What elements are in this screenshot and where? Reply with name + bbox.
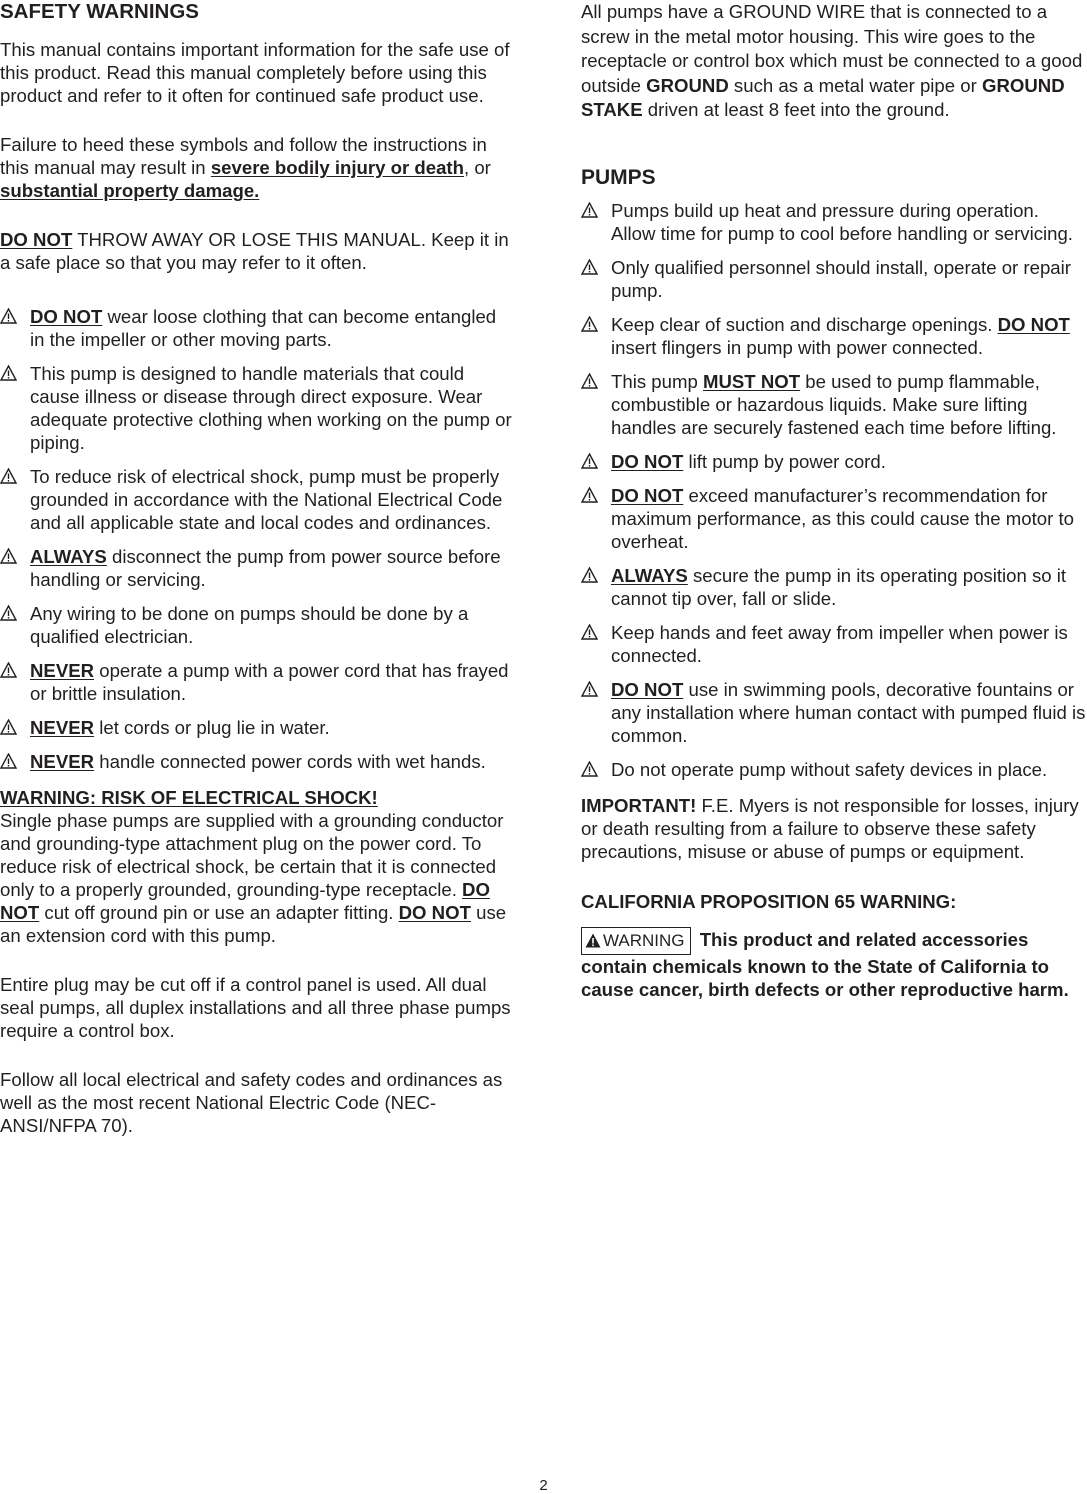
warning-item (0, 716, 512, 739)
warning-item (0, 362, 512, 454)
warning-triangle-icon (581, 761, 598, 777)
shock-paragraph (0, 809, 512, 947)
property-damage-text: substantial property damage. (0, 180, 260, 201)
warning-text: Any wiring to be done on pumps should be done by a qualified electrician. (30, 603, 469, 647)
warning-text: use in swimming pools, decorative fountains or any installation where human contact with pumped fluid is common. (611, 678, 1086, 746)
warning-triangle-icon (0, 605, 17, 621)
warning-lead: DO NOT (611, 678, 684, 700)
ground-paragraph (581, 0, 1087, 123)
warning-lead: MUST NOT (702, 370, 801, 392)
important-text: F.E. Myers is not responsible for losses, injury or death resulting from a failure to observe these safety precautions, misuse or abuse of pumps or equipment. (581, 794, 1079, 862)
ground-stake-bold: GROUND STAKE (581, 74, 1065, 120)
codes-paragraph: Follow all local electrical and safety codes and ordinances as well as the most recent National Electric Code (NEC-ANSI/NFPA 70). (0, 1069, 503, 1136)
warning-filled-triangle-icon (585, 933, 601, 948)
warning-triangle-icon (581, 316, 598, 332)
warning-item (581, 758, 1087, 781)
important-paragraph (581, 794, 1087, 863)
warning-text: Keep hands and feet away from impeller when power is connected. (611, 621, 1068, 666)
warning-text: Keep clear of suction and discharge openings. (611, 313, 998, 335)
failure-mid-text: , or (464, 157, 491, 178)
warning-lead: DO NOT (997, 313, 1070, 335)
warning-item (0, 602, 512, 648)
warning-lead: DO NOT (30, 306, 103, 327)
warning-lead: DO NOT (611, 450, 684, 472)
pumps-title: PUMPS (581, 165, 656, 189)
warning-item (581, 564, 1087, 610)
warning-item (581, 256, 1087, 302)
warning-item (581, 370, 1087, 439)
warning-item (581, 621, 1087, 667)
warning-triangle-icon (581, 453, 598, 469)
prop65-text: This product and related accessories contain chemicals known to the State of California to cause cancer, birth defects or other reproductive harm. (581, 928, 1069, 1000)
left-column (0, 0, 512, 1137)
shock-text: use an extension cord with this pump. (0, 902, 507, 946)
warning-item (0, 305, 512, 351)
prop65-title (581, 890, 1087, 913)
ground-bold: GROUND (646, 74, 729, 96)
failure-text: Failure to heed these symbols and follow the instructions in this manual may result in (0, 134, 487, 178)
warning-text: insert flingers in pump with power connected. (611, 336, 984, 358)
warning-item (581, 313, 1087, 359)
do-not-label: DO NOT (398, 902, 471, 923)
warning-text: disconnect the pump from power source before handling or servicing. (30, 546, 501, 590)
prop65-title-text: CALIFORNIA PROPOSITION 65 WARNING: (581, 890, 957, 912)
warning-text: lift pump by power cord. (683, 450, 886, 472)
warning-triangle-icon (581, 624, 598, 640)
do-not-label: DO NOT (0, 879, 490, 923)
right-column (581, 0, 1087, 1001)
warning-text: wear loose clothing that can become entangled in the impeller or other moving parts. (30, 306, 497, 350)
warning-triangle-icon (581, 681, 598, 697)
warning-item (581, 678, 1087, 747)
warning-item (0, 659, 512, 705)
page-number: 2 (539, 1477, 548, 1494)
ground-text: driven at least 8 feet into the ground. (642, 99, 950, 120)
warning-item (0, 750, 512, 773)
do-not-label: DO NOT (0, 229, 73, 250)
warning-text: Only qualified personnel should install, operate or repair pump. (611, 256, 1071, 301)
warning-lead: NEVER (30, 717, 95, 738)
warning-triangle-icon (581, 567, 598, 583)
warning-triangle-icon (0, 548, 17, 564)
do-not-throw-paragraph (0, 228, 512, 274)
warning-lead: DO NOT (611, 484, 684, 506)
warning-lead: ALWAYS (611, 564, 688, 586)
warning-triangle-icon (581, 373, 598, 389)
warning-item (0, 465, 512, 534)
warning-triangle-icon (581, 259, 598, 275)
ground-text: All pumps have a GROUND WIRE that is connected to a screw in the metal motor housing. This wire goes to the receptacle or control box which must be connected to a good outside (581, 1, 1083, 96)
safety-warnings-title: SAFETY WARNINGS (0, 0, 199, 23)
warning-text: To reduce risk of electrical shock, pump must be properly grounded in accordance with the National Electrical Code and all applicable state and local codes and ordinances. (30, 466, 503, 533)
shock-text: Single phase pumps are supplied with a grounding conductor and grounding-type attachment plug on the power cord. To reduce risk of electrical shock, be certain that it is connected only to a properly grounded, grounding-type receptacle. (0, 810, 504, 900)
warning-text: secure the pump in its operating position so it cannot tip over, fall or slide. (611, 564, 1067, 609)
prop65-paragraph (581, 927, 1087, 1001)
warning-triangle-icon (0, 753, 17, 769)
shock-heading-text: WARNING: RISK OF ELECTRICAL SHOCK! (0, 787, 378, 808)
warning-item (581, 199, 1087, 245)
warning-text: exceed manufacturer’s recommendation for maximum performance, as this could cause the motor to overheat. (611, 484, 1074, 552)
warning-text: This pump is designed to handle materials that could cause illness or disease through direct exposure. Wear adequate protective clothing when working on the pump or piping. (30, 363, 512, 453)
shock-heading (0, 786, 512, 809)
warning-triangle-icon (0, 662, 17, 678)
warning-lead: NEVER (30, 751, 95, 772)
do-not-throw-text: THROW AWAY OR LOSE THIS MANUAL. Keep it in a safe place so that you may refer to it often. (0, 229, 509, 273)
warning-triangle-icon (0, 365, 17, 381)
warning-triangle-icon (581, 487, 598, 503)
warning-text: This pump (611, 370, 703, 392)
warning-text: let cords or plug lie in water. (94, 717, 330, 738)
warning-item (0, 545, 512, 591)
warning-badge (581, 927, 691, 955)
important-label: IMPORTANT! (581, 794, 697, 816)
intro-paragraph: This manual contains important information for the safe use of this product. Read this manual completely before using this product and refer to it often for continued safe product use. (0, 39, 510, 106)
warning-text: be used to pump flammable, combustible or hazardous liquids. Make sure lifting handles are securely fastened each time before lifting. (611, 370, 1057, 438)
warning-item (581, 484, 1087, 553)
warning-lead: NEVER (30, 660, 95, 681)
warning-item (581, 450, 1087, 473)
warning-text: Pumps build up heat and pressure during operation. Allow time for pump to cool before handling or servicing. (611, 199, 1073, 244)
warning-lead: ALWAYS (30, 546, 107, 567)
severe-injury-text: severe bodily injury or death (210, 157, 464, 178)
failure-paragraph (0, 133, 512, 202)
warning-triangle-icon (0, 468, 17, 484)
warning-triangle-icon (581, 202, 598, 218)
warning-text: operate a pump with a power cord that has frayed or brittle insulation. (30, 660, 509, 704)
warning-triangle-icon (0, 308, 17, 324)
warning-text: handle connected power cords with wet hands. (94, 751, 486, 772)
warning-text: Do not operate pump without safety devices in place. (611, 758, 1048, 780)
ground-text: such as a metal water pipe or (728, 74, 982, 96)
control-box-paragraph: Entire plug may be cut off if a control panel is used. All dual seal pumps, all duplex installations and all three phase pumps require a control box. (0, 974, 511, 1041)
warning-badge-label: WARNING (603, 930, 685, 950)
shock-text: cut off ground pin or use an adapter fitting. (39, 902, 399, 923)
warning-triangle-icon (0, 719, 17, 735)
